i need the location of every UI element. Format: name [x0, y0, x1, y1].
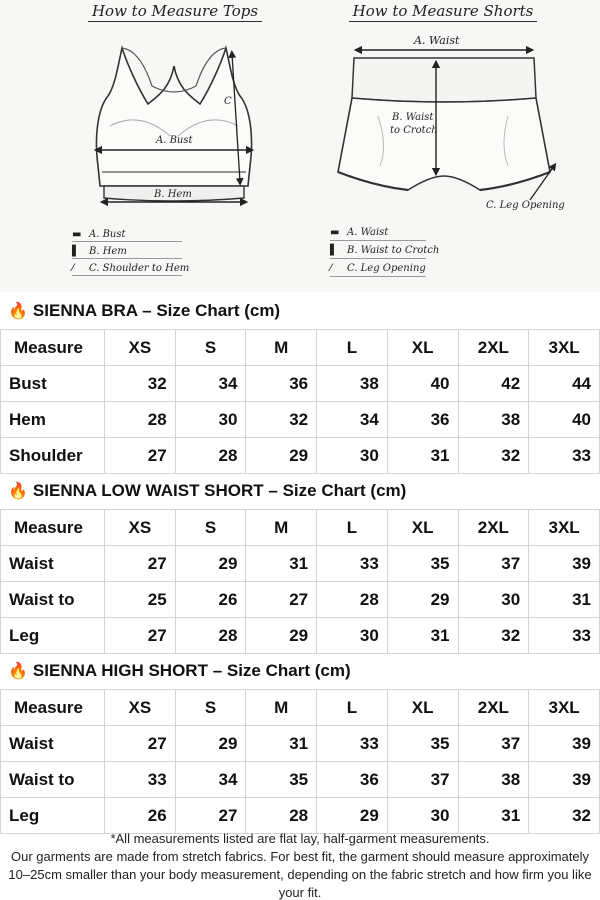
header-cell: Measure: [1, 510, 105, 546]
header-cell: XL: [387, 510, 458, 546]
table-cell: 28: [105, 402, 176, 438]
table-cell: 29: [387, 582, 458, 618]
table-cell: 32: [458, 438, 529, 474]
table-cell: 33: [529, 618, 600, 654]
table-cell: 31: [529, 582, 600, 618]
table-cell: 31: [458, 798, 529, 834]
header-cell: XL: [387, 690, 458, 726]
footnote: [0, 830, 600, 900]
header-cell: L: [317, 690, 388, 726]
table-cell: 30: [317, 438, 388, 474]
header-cell: Measure: [1, 690, 105, 726]
table-cell: 28: [246, 798, 317, 834]
table-cell: 40: [529, 402, 600, 438]
header-cell: 3XL: [529, 690, 600, 726]
header-cell: 3XL: [529, 510, 600, 546]
table-cell: 27: [105, 546, 176, 582]
table-cell: 32: [529, 798, 600, 834]
shorts-measure-panel: [318, 0, 568, 292]
row-label: Waist to: [1, 762, 105, 798]
row-label: Leg: [1, 798, 105, 834]
table-cell: 34: [175, 762, 246, 798]
header-cell: XS: [105, 510, 176, 546]
table-cell: 38: [317, 366, 388, 402]
diagonal-line-icon: ⁄: [330, 263, 332, 274]
header-cell: M: [246, 510, 317, 546]
section-title: 🔥 SIENNA BRA – Size Chart (cm): [8, 301, 281, 320]
table-cell: 34: [317, 402, 388, 438]
header-cell: M: [246, 330, 317, 366]
row-label: Leg: [1, 618, 105, 654]
table-cell: 36: [387, 402, 458, 438]
table-cell: 30: [317, 618, 388, 654]
measurement-illustrations: [0, 0, 600, 292]
waist-label: A. Waist: [414, 34, 460, 47]
table-cell: 30: [387, 798, 458, 834]
size-table: [0, 689, 600, 834]
row-label: Waist: [1, 726, 105, 762]
header-cell: 3XL: [529, 330, 600, 366]
table-cell: 33: [317, 726, 388, 762]
table-row: [1, 402, 600, 438]
table-cell: 27: [246, 582, 317, 618]
table-cell: 27: [105, 618, 176, 654]
table-row: [1, 618, 600, 654]
table-header-row: [1, 690, 600, 726]
table-cell: 33: [529, 438, 600, 474]
header-cell: XS: [105, 690, 176, 726]
key-leg-opening: ⁄ C. Leg Opening: [330, 263, 426, 274]
table-cell: 30: [175, 402, 246, 438]
key-bust: ▬ A. Bust: [72, 229, 126, 240]
table-row: [1, 366, 600, 402]
bra-size-chart: [0, 293, 600, 474]
table-cell: 36: [317, 762, 388, 798]
table-cell: 28: [317, 582, 388, 618]
size-table: [0, 329, 600, 474]
footnote-line-1: *All measurements listed are flat lay, half-garment measurements.: [110, 831, 490, 846]
low-waist-short-size-chart: [0, 473, 600, 654]
table-cell: 29: [246, 438, 317, 474]
table-cell: 40: [387, 366, 458, 402]
table-cell: 37: [387, 762, 458, 798]
diagonal-line-icon: ⁄: [72, 263, 74, 274]
header-cell: S: [175, 330, 246, 366]
high-short-size-chart: [0, 653, 600, 834]
table-row: [1, 762, 600, 798]
header-cell: M: [246, 690, 317, 726]
table-cell: 39: [529, 546, 600, 582]
table-cell: 31: [246, 546, 317, 582]
table-cell: 35: [246, 762, 317, 798]
table-cell: 38: [458, 402, 529, 438]
table-cell: 25: [105, 582, 176, 618]
table-cell: 37: [458, 546, 529, 582]
row-label: Shoulder: [1, 438, 105, 474]
table-cell: 27: [105, 438, 176, 474]
row-label: Waist to: [1, 582, 105, 618]
section-title: 🔥 SIENNA LOW WAIST SHORT – Size Chart (cm): [8, 481, 407, 500]
tops-panel-title: How to Measure Tops: [60, 2, 290, 20]
header-cell: 2XL: [458, 690, 529, 726]
table-header-row: [1, 510, 600, 546]
table-cell: 30: [458, 582, 529, 618]
bra-outline: [96, 48, 251, 186]
key-waist: ▬ A. Waist: [330, 227, 389, 238]
header-cell: L: [317, 330, 388, 366]
header-cell: 2XL: [458, 330, 529, 366]
header-cell: S: [175, 510, 246, 546]
table-cell: 34: [175, 366, 246, 402]
row-label: Bust: [1, 366, 105, 402]
sports-bra-sketch: [60, 26, 290, 226]
table-cell: 33: [317, 546, 388, 582]
table-cell: 33: [105, 762, 176, 798]
vertical-line-icon: ▌: [330, 245, 338, 256]
header-cell: L: [317, 510, 388, 546]
table-cell: 32: [105, 366, 176, 402]
table-cell: 36: [246, 366, 317, 402]
hem-label: B. Hem: [154, 189, 192, 200]
horizontal-line-icon: ▬: [72, 229, 82, 240]
table-cell: 29: [175, 726, 246, 762]
table-cell: 27: [105, 726, 176, 762]
table-header-row: [1, 330, 600, 366]
tops-measure-panel: [60, 0, 290, 292]
table-cell: 44: [529, 366, 600, 402]
table-cell: 35: [387, 726, 458, 762]
table-row: [1, 546, 600, 582]
fire-icon: 🔥: [8, 303, 28, 320]
shorts-panel-title: How to Measure Shorts: [318, 2, 568, 20]
table-row: [1, 726, 600, 762]
key-shoulder: ⁄ C. Shoulder to Hem: [72, 263, 190, 274]
table-cell: 31: [246, 726, 317, 762]
table-cell: 26: [175, 582, 246, 618]
row-label: Waist: [1, 546, 105, 582]
header-cell: XL: [387, 330, 458, 366]
key-waist-to-crotch: ▌ B. Waist to Crotch: [330, 245, 440, 256]
table-cell: 31: [387, 438, 458, 474]
table-cell: 42: [458, 366, 529, 402]
table-row: [1, 582, 600, 618]
table-cell: 28: [175, 438, 246, 474]
table-cell: 39: [529, 762, 600, 798]
vertical-line-icon: ▌: [72, 246, 80, 257]
table-row: [1, 798, 600, 834]
table-cell: 29: [246, 618, 317, 654]
table-cell: 29: [175, 546, 246, 582]
header-cell: S: [175, 690, 246, 726]
footnote-line-2: Our garments are made from stretch fabrics. For best fit, the garment should measure approximately 10–25cm smaller than your body measurement, depending on the fabric stretch and how firm you like your fit.: [8, 849, 592, 900]
key-hem: ▌ B. Hem: [72, 246, 127, 257]
table-cell: 39: [529, 726, 600, 762]
table-cell: 32: [458, 618, 529, 654]
shoulder-label: C: [224, 96, 232, 107]
header-cell: XS: [105, 330, 176, 366]
crotch-label: B. Waist to Crotch: [390, 112, 438, 136]
section-title: 🔥 SIENNA HIGH SHORT – Size Chart (cm): [8, 661, 351, 680]
table-cell: 32: [246, 402, 317, 438]
row-label: Hem: [1, 402, 105, 438]
waistband-outline: [352, 58, 536, 102]
size-table: [0, 509, 600, 654]
fire-icon: 🔥: [8, 663, 28, 680]
horizontal-line-icon: ▬: [330, 227, 340, 238]
table-cell: 37: [458, 726, 529, 762]
table-cell: 35: [387, 546, 458, 582]
table-cell: 28: [175, 618, 246, 654]
table-cell: 31: [387, 618, 458, 654]
header-cell: Measure: [1, 330, 105, 366]
header-cell: 2XL: [458, 510, 529, 546]
table-cell: 26: [105, 798, 176, 834]
table-cell: 38: [458, 762, 529, 798]
bust-label: A. Bust: [156, 135, 193, 146]
fire-icon: 🔥: [8, 483, 28, 500]
leg-opening-label: C. Leg Opening: [486, 200, 565, 211]
table-row: [1, 438, 600, 474]
table-cell: 27: [175, 798, 246, 834]
shorts-outline: [338, 98, 550, 190]
shorts-sketch: [318, 26, 568, 216]
table-cell: 29: [317, 798, 388, 834]
